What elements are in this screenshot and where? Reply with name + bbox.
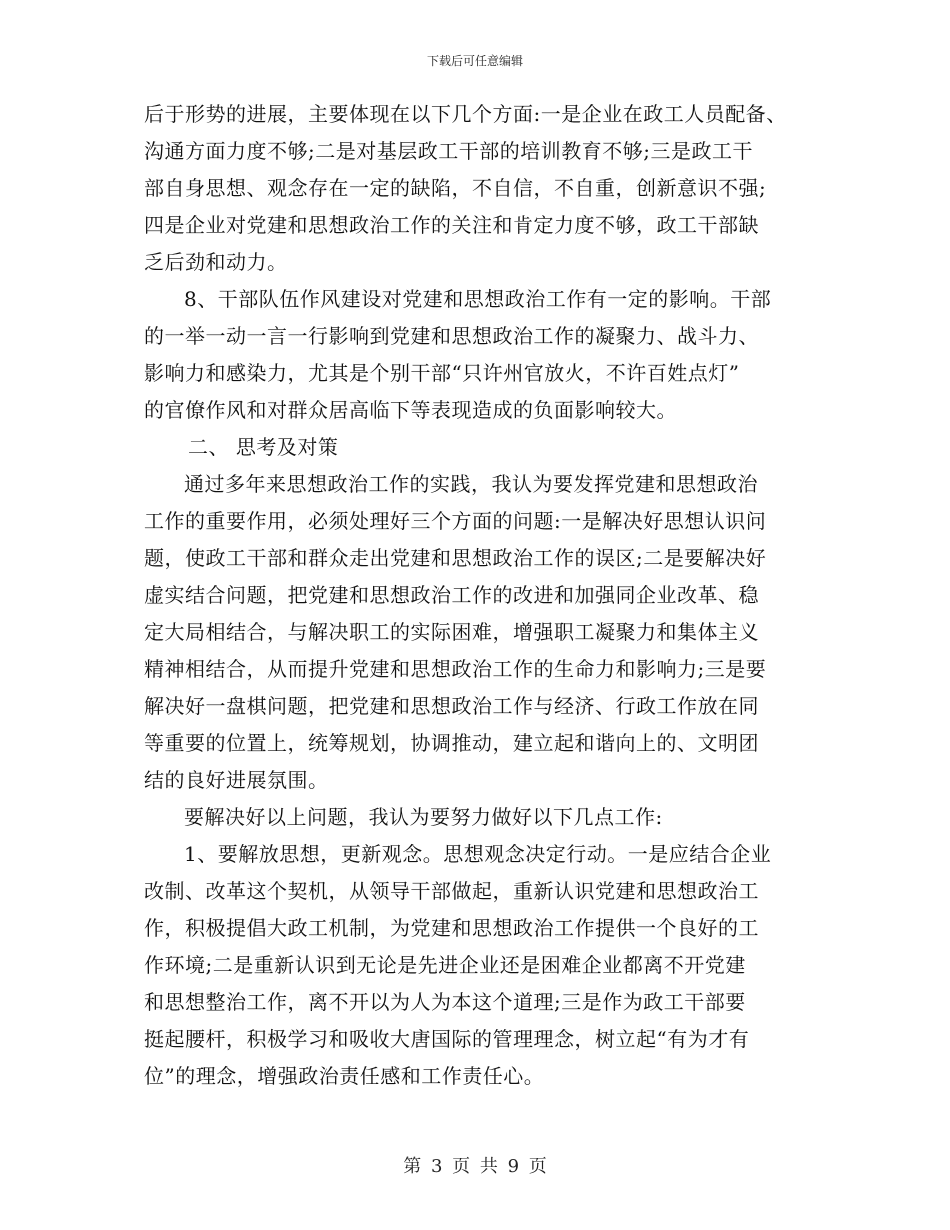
text-line: 影响力和感染力，尤其是个别干部“只许州官放火，不许百姓点灯” bbox=[144, 361, 740, 385]
text-line: 解决好一盘棋问题，把党建和思想政治工作与经济、行政工作放在同 bbox=[144, 694, 759, 718]
text-line: 的一举一动一言一行影响到党建和思想政治工作的凝聚力、战斗力、 bbox=[144, 324, 759, 348]
text-line: 挺起腰杆，积极学习和吸收大唐国际的管理理念，树立起“有为才有 bbox=[144, 1027, 750, 1051]
paragraph-start-line: 8、干部队伍作风建设对党建和思想政治工作有一定的影响。干部 bbox=[184, 287, 772, 311]
text-line: 部自身思想、观念存在一定的缺陷，不自信，不自重，创新意识不强; bbox=[144, 176, 767, 200]
text-line: 后于形势的进展，主要体现在以下几个方面:一是企业在政工人员配备、 bbox=[144, 102, 787, 126]
text-line: 和思想整治工作，离不开以为人为本这个道理;三是作为政工干部要 bbox=[144, 990, 746, 1014]
text-line: 作环境;二是重新认识到无论是先进企业还是困难企业都离不开党建 bbox=[144, 953, 746, 977]
text-line: 四是企业对党建和思想政治工作的关注和肯定力度不够，政工干部缺 bbox=[144, 213, 759, 237]
text-line: 的官僚作风和对群众居高临下等表现造成的负面影响较大。 bbox=[144, 398, 677, 422]
paragraph-start-line: 要解决好以上问题，我认为要努力做好以下几点工作: bbox=[184, 805, 663, 829]
document-body bbox=[144, 96, 816, 1095]
text-line: 乏后劲和动力。 bbox=[144, 250, 288, 274]
text-line: 作，积极提倡大政工机制，为党建和思想政治工作提供一个良好的工 bbox=[144, 916, 759, 940]
text-line: 题，使政工干部和群众走出党建和思想政治工作的误区;二是要解决好 bbox=[144, 546, 767, 570]
text-line: 结的良好进展氛围。 bbox=[144, 768, 329, 792]
text-line: 工作的重要作用，必须处理好三个方面的问题:一是解决好思想认识问 bbox=[144, 509, 767, 533]
text-line: 虚实结合问题，把党建和思想政治工作的改进和加强同企业改革、稳 bbox=[144, 583, 759, 607]
text-line: 定大局相结合，与解决职工的实际困难，增强职工凝聚力和集体主义 bbox=[144, 620, 759, 644]
text-line: 沟通方面力度不够;二是对基层政工干部的培训教育不够;三是政工干 bbox=[144, 139, 753, 163]
page-number-footer: 第 3 页 共 9 页 bbox=[403, 1156, 547, 1177]
text-line: 位”的理念，增强政治责任感和工作责任心。 bbox=[144, 1064, 545, 1088]
section-heading: 二、 思考及对策 bbox=[188, 435, 339, 459]
text-line: 改制、改革这个契机，从领导干部做起，重新认识党建和思想政治工 bbox=[144, 879, 759, 903]
page-header: 下载后可任意编辑 bbox=[426, 54, 523, 68]
paragraph-start-line: 通过多年来思想政治工作的实践，我认为要发挥党建和思想政治 bbox=[184, 472, 758, 496]
text-line: 等重要的位置上，统筹规划，协调推动，建立起和谐向上的、文明团 bbox=[144, 731, 759, 755]
text-line: 精神相结合，从而提升党建和思想政治工作的生命力和影响力;三是要 bbox=[144, 657, 767, 681]
paragraph-start-line: 1、要解放思想，更新观念。思想观念决定行动。一是应结合企业 bbox=[184, 842, 772, 866]
